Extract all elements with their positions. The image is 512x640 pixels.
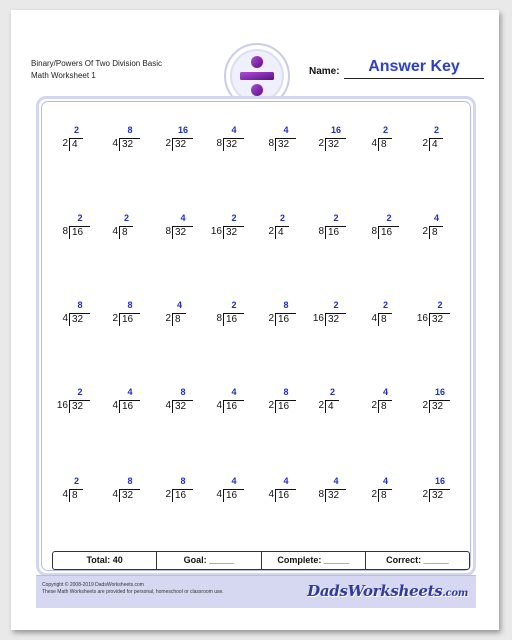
- divisor: 2: [318, 138, 324, 149]
- name-field[interactable]: [344, 58, 484, 79]
- divisor: 4: [371, 313, 377, 324]
- division-problem: [48, 300, 94, 334]
- dividend: 8: [119, 226, 133, 239]
- divisor: 8: [62, 226, 68, 237]
- division-problem: [254, 387, 300, 421]
- dividend: 32: [69, 313, 90, 326]
- divisor: 8: [216, 313, 222, 324]
- quotient-answer: 16: [434, 476, 445, 486]
- quotient-answer: 8: [127, 476, 133, 486]
- quotient-answer: 2: [382, 125, 388, 135]
- dividend: 16: [275, 313, 296, 326]
- dividend: 32: [325, 138, 346, 151]
- quotient-answer: 2: [231, 300, 237, 310]
- dividend: 4: [325, 400, 339, 413]
- footer: [36, 575, 476, 608]
- divisor: 2: [268, 400, 274, 411]
- dividend: 32: [172, 138, 193, 151]
- dividend: 4: [69, 138, 83, 151]
- divisor: 4: [112, 138, 118, 149]
- quotient-answer: 2: [329, 387, 335, 397]
- quotient-answer: 2: [73, 476, 79, 486]
- division-problem: [408, 213, 454, 247]
- division-problem: [98, 213, 144, 247]
- dividend: 32: [172, 226, 193, 239]
- title-line-2: Math Worksheet 1: [31, 71, 96, 80]
- divisor: 2: [62, 138, 68, 149]
- divisor: 4: [62, 313, 68, 324]
- divisor: 4: [216, 489, 222, 500]
- division-problem: [98, 125, 144, 159]
- dividend: 8: [378, 138, 392, 151]
- dividend: 8: [378, 400, 392, 413]
- dividend: 8: [69, 489, 83, 502]
- worksheet-title: [31, 58, 201, 82]
- division-problem: [304, 125, 350, 159]
- dividend: 8: [378, 489, 392, 502]
- division-problem: [408, 300, 454, 334]
- divisor: 8: [318, 226, 324, 237]
- division-problem: [98, 387, 144, 421]
- dividend: 32: [172, 400, 193, 413]
- correct-field[interactable]: Correct: _____: [386, 555, 449, 565]
- quotient-answer: 2: [333, 213, 339, 223]
- quotient-answer: 8: [127, 300, 133, 310]
- divisor: 4: [268, 489, 274, 500]
- quotient-answer: 4: [180, 213, 186, 223]
- quotient-answer: 4: [231, 476, 237, 486]
- division-problem: [408, 125, 454, 159]
- divisor: 4: [371, 138, 377, 149]
- quotient-answer: 4: [382, 476, 388, 486]
- dividend: 32: [223, 138, 244, 151]
- division-problem: [357, 387, 403, 421]
- division-problem: [304, 476, 350, 510]
- dividend: 16: [223, 489, 244, 502]
- dividend: 16: [275, 489, 296, 502]
- total-count: Total: 40: [53, 552, 157, 569]
- divisor: 8: [268, 138, 274, 149]
- quotient-answer: 4: [283, 125, 289, 135]
- divisor: 4: [112, 489, 118, 500]
- dividend: 4: [429, 138, 443, 151]
- division-problem: [98, 300, 144, 334]
- dividend: 32: [119, 138, 140, 151]
- division-problem: [202, 300, 248, 334]
- copyright-text: Copyright © 2008-2019 DadsWorksheets.com These Math Worksheets are provided for personal, homeschool or classroom use.: [42, 582, 224, 595]
- quotient-answer: 2: [382, 300, 388, 310]
- worksheet-page: [11, 10, 499, 630]
- dividend: 32: [325, 313, 346, 326]
- score-summary: [52, 551, 470, 570]
- division-problem: [254, 300, 300, 334]
- divisor: 2: [371, 400, 377, 411]
- division-problem: [357, 213, 403, 247]
- divisor: 4: [165, 400, 171, 411]
- division-problem: [151, 300, 197, 334]
- dividend: 8: [429, 226, 443, 239]
- division-problem: [202, 476, 248, 510]
- divisor: 2: [165, 489, 171, 500]
- quotient-answer: 2: [433, 125, 439, 135]
- divisor: 2: [422, 226, 428, 237]
- dividend: 16: [378, 226, 399, 239]
- quotient-answer: 16: [434, 387, 445, 397]
- divisor: 4: [112, 400, 118, 411]
- title-line-1: Binary/Powers Of Two Division Basic: [31, 59, 163, 68]
- quotient-answer: 2: [386, 213, 392, 223]
- division-problem: [254, 213, 300, 247]
- division-problem: [357, 476, 403, 510]
- quotient-answer: 8: [283, 300, 289, 310]
- goal-field[interactable]: Goal: _____: [157, 552, 261, 569]
- division-problem: [254, 125, 300, 159]
- divisor: 16: [56, 400, 68, 411]
- quotient-answer: 4: [127, 387, 133, 397]
- quotient-answer: 2: [73, 125, 79, 135]
- dividend: 16: [69, 226, 90, 239]
- dividend: 32: [223, 226, 244, 239]
- dividend: 16: [325, 226, 346, 239]
- divisor: 8: [318, 489, 324, 500]
- quotient-answer: 4: [283, 476, 289, 486]
- quotient-answer: 2: [77, 213, 83, 223]
- division-problem: [357, 125, 403, 159]
- dividend: 16: [172, 489, 193, 502]
- dividend: 16: [275, 400, 296, 413]
- dadsworksheets-logo[interactable]: DadsWorksheets.com: [307, 582, 468, 600]
- quotient-answer: 8: [180, 387, 186, 397]
- divisor: 16: [416, 313, 428, 324]
- divisor: 2: [165, 138, 171, 149]
- quotient-answer: 4: [433, 213, 439, 223]
- dividend: 8: [378, 313, 392, 326]
- divisor: 2: [318, 400, 324, 411]
- dividend: 32: [429, 313, 450, 326]
- dividend: 32: [325, 489, 346, 502]
- divisor: 2: [165, 313, 171, 324]
- divisor: 2: [422, 138, 428, 149]
- dividend: 16: [223, 400, 244, 413]
- divisor: 16: [312, 313, 324, 324]
- divisor: 2: [422, 489, 428, 500]
- division-problem: [202, 387, 248, 421]
- division-problem: [304, 300, 350, 334]
- name-label: Name:: [309, 66, 340, 77]
- divisor: 16: [210, 226, 222, 237]
- divisor: 2: [112, 313, 118, 324]
- quotient-answer: 8: [77, 300, 83, 310]
- dividend: 32: [69, 400, 90, 413]
- quotient-answer: 2: [231, 213, 237, 223]
- division-problem: [408, 476, 454, 510]
- division-problem: [98, 476, 144, 510]
- division-problem: [48, 125, 94, 159]
- division-problem: [48, 213, 94, 247]
- division-problem: [304, 213, 350, 247]
- divisor: 8: [165, 226, 171, 237]
- quotient-answer: 16: [177, 125, 188, 135]
- division-problem: [254, 476, 300, 510]
- divisor: 8: [371, 226, 377, 237]
- divisor: 4: [62, 489, 68, 500]
- quotient-answer: 16: [330, 125, 341, 135]
- divisor: 4: [112, 226, 118, 237]
- dividend: 32: [119, 489, 140, 502]
- quotient-answer: 8: [127, 125, 133, 135]
- division-problem: [48, 387, 94, 421]
- divisor: 4: [216, 400, 222, 411]
- divisor: 2: [422, 400, 428, 411]
- dividend: 8: [172, 313, 186, 326]
- division-problem: [202, 125, 248, 159]
- dividend: 16: [223, 313, 244, 326]
- division-problem: [48, 476, 94, 510]
- dividend: 32: [275, 138, 296, 151]
- division-problem: [151, 125, 197, 159]
- quotient-answer: 4: [231, 387, 237, 397]
- division-problem: [304, 387, 350, 421]
- division-problem: [202, 213, 248, 247]
- quotient-answer: 4: [176, 300, 182, 310]
- dividend: 16: [119, 313, 140, 326]
- dividend: 32: [429, 489, 450, 502]
- dividend: 16: [119, 400, 140, 413]
- dividend: 32: [429, 400, 450, 413]
- answer-key-label: Answer Key: [368, 58, 460, 75]
- quotient-answer: 4: [231, 125, 237, 135]
- complete-field[interactable]: Complete: _____: [262, 552, 366, 569]
- quotient-answer: 2: [333, 300, 339, 310]
- division-problem: [151, 213, 197, 247]
- division-problem: [151, 387, 197, 421]
- quotient-answer: 2: [77, 387, 83, 397]
- quotient-answer: 2: [437, 300, 443, 310]
- divisor: 8: [216, 138, 222, 149]
- divisor: 2: [268, 313, 274, 324]
- quotient-answer: 2: [123, 213, 129, 223]
- division-problem: [408, 387, 454, 421]
- dividend: 4: [275, 226, 289, 239]
- quotient-answer: 8: [283, 387, 289, 397]
- divisor: 2: [371, 489, 377, 500]
- quotient-answer: 8: [180, 476, 186, 486]
- division-problem: [151, 476, 197, 510]
- quotient-answer: 4: [333, 476, 339, 486]
- quotient-answer: 4: [382, 387, 388, 397]
- division-problem: [357, 300, 403, 334]
- quotient-answer: 2: [279, 213, 285, 223]
- divisor: 2: [268, 226, 274, 237]
